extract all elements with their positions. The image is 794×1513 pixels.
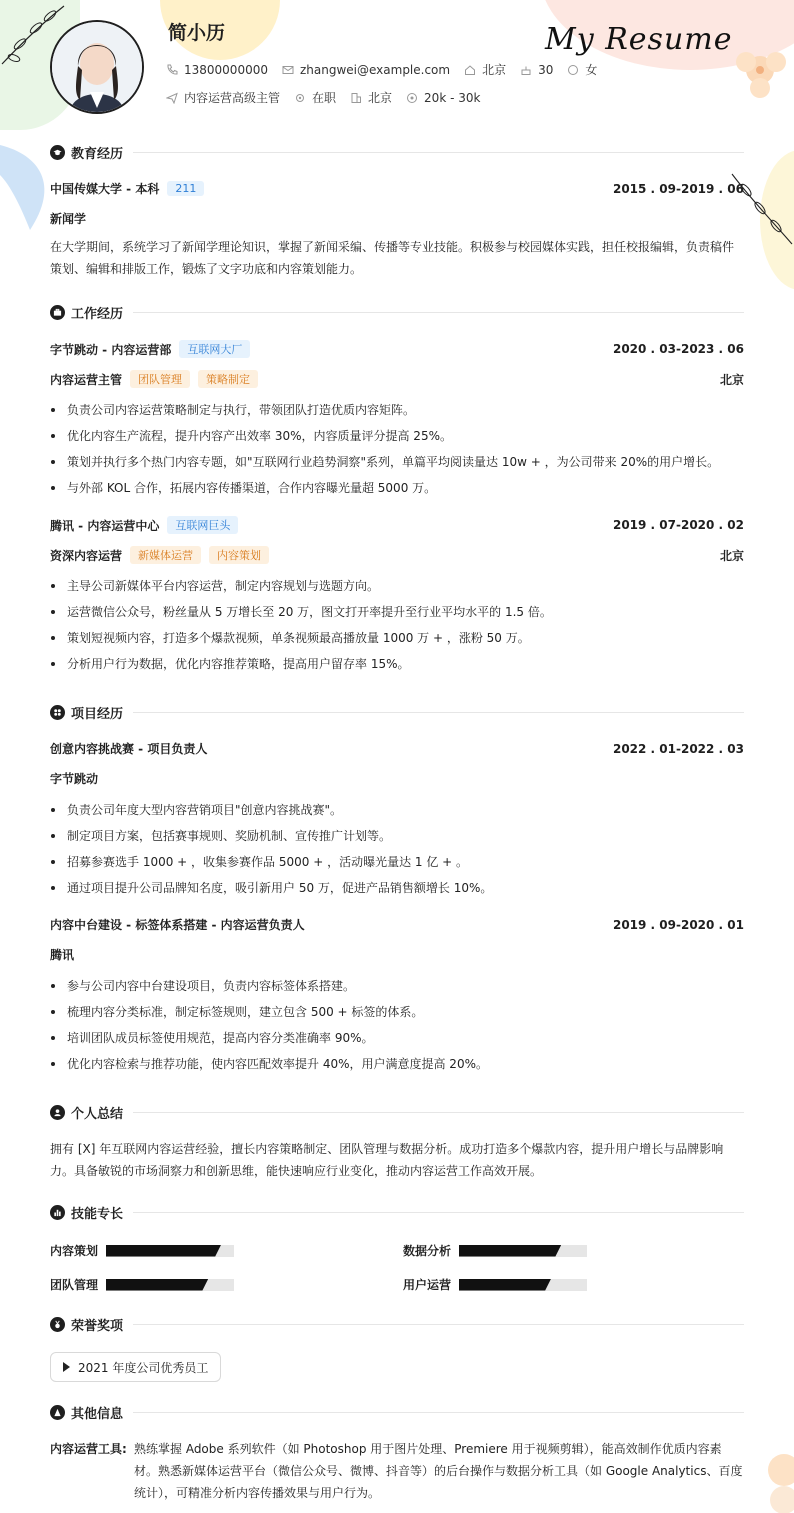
school-tag: 211 xyxy=(167,181,204,196)
status-value: 在职 xyxy=(312,91,337,105)
status-item xyxy=(294,89,336,106)
coin-icon xyxy=(406,92,418,104)
project-org-row xyxy=(50,946,744,963)
salary-value: 20k - 30k xyxy=(424,90,481,105)
email-item xyxy=(282,63,450,77)
project-bullets xyxy=(50,797,744,901)
project-org: 字节跳动 xyxy=(50,772,99,786)
resume-logo: My Resume xyxy=(545,22,733,57)
section-title: 技能专长 xyxy=(71,1206,124,1222)
skill-item xyxy=(403,1276,587,1293)
section-title: 工作经历 xyxy=(71,306,124,322)
skill-name: 数据分析 xyxy=(403,1244,452,1258)
cake-icon xyxy=(520,64,532,76)
role-tag: 内容策划 xyxy=(209,546,269,564)
list-item: 梳理内容分类标准，制定标签规则，建立包含 500 + 标签的体系。 xyxy=(50,999,744,1025)
skill-item xyxy=(403,1242,587,1259)
list-item: 策划短视频内容，打造多个爆款视频，单条视频最高播放量 1000 万 + ，涨粉 50 万。 xyxy=(50,625,744,651)
email-value: zhangwei@example.com xyxy=(299,62,451,77)
other-text: 熟练掌握 Adobe 系列软件（如 Photoshop 用于图片处理、Premiere 用于视频剪辑），能高效制作优质内容素材。熟悉新媒体运营平台（微信公众号、微博、抖音等）的后台操作与数据分析工具（如 Google Analytics、百度统计），可精准分析内容传播效果与用户行为。 xyxy=(134,1442,743,1500)
section-header xyxy=(50,1402,744,1422)
divider xyxy=(133,1112,744,1113)
summary-section xyxy=(50,1102,744,1178)
expected-city-value: 北京 xyxy=(368,91,393,105)
work-bullets xyxy=(50,573,744,677)
medal-icon xyxy=(50,1317,65,1332)
work-role-row xyxy=(50,370,744,388)
section-header xyxy=(50,302,744,322)
gender-value: 女 xyxy=(585,63,598,77)
list-item: 负责公司年度大型内容营销项目"创意内容挑战赛"。 xyxy=(50,797,744,823)
role-tag: 团队管理 xyxy=(130,370,190,388)
home-icon xyxy=(464,64,476,76)
expected-city-item xyxy=(350,89,392,106)
skill-item xyxy=(50,1276,234,1293)
work-section xyxy=(50,302,744,671)
bar-chart-icon xyxy=(50,1205,65,1220)
award-item xyxy=(50,1352,221,1382)
work-location: 北京 xyxy=(719,372,744,387)
skill-bar-fill xyxy=(459,1245,561,1257)
list-item: 培训团队成员标签使用规范，提高内容分类准确率 90%。 xyxy=(50,1025,744,1051)
project-row xyxy=(50,916,744,933)
education-row xyxy=(50,180,744,197)
award-text: 2021 年度公司优秀员工 xyxy=(78,1360,209,1375)
education-date: 2015 . 09-2019 . 06 xyxy=(612,181,744,196)
divider xyxy=(133,152,744,153)
project-date: 2019 . 09-2020 . 01 xyxy=(612,917,744,932)
work-bullets xyxy=(50,397,744,501)
gear-icon xyxy=(294,92,306,104)
phone-item xyxy=(166,63,268,77)
profile-photo-icon xyxy=(52,22,142,112)
section-header xyxy=(50,1102,744,1122)
skill-item xyxy=(50,1242,234,1259)
other-section xyxy=(50,1402,744,1500)
phone-icon xyxy=(166,64,178,76)
list-item: 策划并执行多个热门内容专题，如"互联网行业趋势洞察"系列，单篇平均阅读量达 10w + ，为公司带来 20%的用户增长。 xyxy=(50,449,744,475)
other-info-block xyxy=(50,1438,744,1508)
list-item: 与外部 KOL 合作，拓展内容传播渠道，合作内容曝光量超 5000 万。 xyxy=(50,475,744,501)
list-item: 优化内容生产流程，提升内容产出效率 30%，内容质量评分提高 25%。 xyxy=(50,423,744,449)
list-item: 负责公司内容运营策略制定与执行，带领团队打造优质内容矩阵。 xyxy=(50,397,744,423)
project-row xyxy=(50,740,744,757)
summary-text: 拥有 [X] 年互联网内容运营经验，擅长内容策略制定、团队管理与数据分析。成功打造多个爆款内容，提升用户增长与品牌影响力。具备敏锐的市场洞察力和创新思维，能快速响应行业变化，推动内容运营工作高效开展。 xyxy=(50,1142,724,1178)
contact-row xyxy=(166,61,611,78)
other-label: 内容运营工具: xyxy=(50,1442,127,1456)
section-header xyxy=(50,1314,744,1334)
building-icon xyxy=(350,92,362,104)
position-value: 内容运营高级主管 xyxy=(184,91,281,105)
company-name: 腾讯 - 内容运营中心 xyxy=(50,518,160,533)
role-name: 内容运营主管 xyxy=(50,372,123,387)
skill-name: 团队管理 xyxy=(50,1278,99,1292)
section-title: 其他信息 xyxy=(71,1406,124,1422)
section-title: 个人总结 xyxy=(71,1106,124,1122)
divider xyxy=(133,1324,744,1325)
list-item: 运营微信公众号，粉丝量从 5 万增长至 20 万，图文打开率提升至行业平均水平的 1.5 倍。 xyxy=(50,599,744,625)
age-value: 30 xyxy=(538,62,554,77)
city-value: 北京 xyxy=(482,63,507,77)
city-item xyxy=(464,61,506,78)
education-description: 在大学期间，系统学习了新闻学理论知识，掌握了新闻采编、传播等专业技能。积极参与校园媒体实践，担任校报编辑，负责稿件策划、编辑和排版工作，锻炼了文字功底和内容策划能力。 xyxy=(50,240,735,276)
list-item: 制定项目方案，包括赛事规则、奖励机制、宣传推广计划等。 xyxy=(50,823,744,849)
section-title: 项目经历 xyxy=(71,706,124,722)
briefcase-icon xyxy=(50,305,65,320)
project-bullets xyxy=(50,973,744,1077)
major-name: 新闻学 xyxy=(50,212,87,226)
company-name: 字节跳动 - 内容运营部 xyxy=(50,342,172,357)
awards-section xyxy=(50,1314,744,1375)
section-title: 教育经历 xyxy=(71,146,124,162)
section-title: 荣誉奖项 xyxy=(71,1318,124,1334)
project-org-row xyxy=(50,770,744,787)
list-item: 优化内容检索与推荐功能，使内容匹配效率提升 40%，用户满意度提高 20%。 xyxy=(50,1051,744,1077)
skill-bar xyxy=(459,1245,587,1257)
info-icon xyxy=(50,1405,65,1420)
role-tag: 新媒体运营 xyxy=(130,546,201,564)
send-icon xyxy=(166,92,178,104)
phone-value: 13800000000 xyxy=(184,62,268,77)
position-item xyxy=(166,89,280,106)
list-item: 主导公司新媒体平台内容运营，制定内容规划与选题方向。 xyxy=(50,573,744,599)
mail-icon xyxy=(282,64,294,76)
role-tag: 策略制定 xyxy=(198,370,258,388)
work-date: 2019 . 07-2020 . 02 xyxy=(612,518,744,532)
divider xyxy=(133,312,744,313)
project-org: 腾讯 xyxy=(50,948,75,962)
graduation-cap-icon xyxy=(50,145,65,160)
job-intent-row xyxy=(166,89,494,106)
flower-bottom-icon xyxy=(756,1430,794,1513)
grid-icon xyxy=(50,705,65,720)
project-date: 2022 . 01-2022 . 03 xyxy=(612,741,744,756)
skill-bar xyxy=(459,1279,587,1291)
divider xyxy=(133,1412,744,1413)
major-row xyxy=(50,210,744,227)
skills-section xyxy=(50,1202,744,1292)
gender-icon xyxy=(567,64,579,76)
work-company-row xyxy=(50,340,744,358)
list-item: 通过项目提升公司品牌知名度，吸引新用户 50 万，促进产品销售额增长 10%。 xyxy=(50,875,744,901)
section-header xyxy=(50,142,744,162)
divider xyxy=(133,712,744,713)
work-role-row xyxy=(50,546,744,564)
company-tag: 互联网巨头 xyxy=(167,516,238,534)
project-name: 创意内容挑战赛 - 项目负责人 xyxy=(50,742,208,756)
company-tag: 互联网大厂 xyxy=(179,340,250,358)
salary-item xyxy=(406,91,480,105)
work-company-row xyxy=(50,516,744,534)
project-name: 内容中台建设 - 标签体系搭建 - 内容运营负责人 xyxy=(50,918,305,932)
skill-name: 内容策划 xyxy=(50,1244,99,1258)
skill-bar-fill xyxy=(106,1279,208,1291)
role-name: 资深内容运营 xyxy=(50,548,123,563)
user-icon xyxy=(50,1105,65,1120)
candidate-name: 简小历 xyxy=(168,22,226,44)
skill-bar xyxy=(106,1245,234,1257)
avatar xyxy=(50,20,144,114)
gender-item xyxy=(567,61,597,78)
list-item: 分析用户行为数据，优化内容推荐策略，提高用户留存率 15%。 xyxy=(50,651,744,677)
school-name: 中国传媒大学 - 本科 xyxy=(50,182,160,196)
section-header xyxy=(50,1202,744,1222)
skill-bar-fill xyxy=(106,1245,221,1257)
play-icon xyxy=(63,1362,70,1372)
projects-section xyxy=(50,702,744,1071)
work-date: 2020 . 03-2023 . 06 xyxy=(612,342,744,356)
skill-bar-fill xyxy=(459,1279,551,1291)
section-header xyxy=(50,702,744,722)
divider xyxy=(133,1212,744,1213)
list-item: 参与公司内容中台建设项目，负责内容标签体系搭建。 xyxy=(50,973,744,999)
skill-bar xyxy=(106,1279,234,1291)
list-item: 招募参赛选手 1000 + ，收集参赛作品 5000 + ，活动曝光量达 1 亿 + 。 xyxy=(50,849,744,875)
age-item xyxy=(520,63,553,77)
skill-name: 用户运营 xyxy=(403,1278,452,1292)
work-location: 北京 xyxy=(719,548,744,563)
education-section xyxy=(50,142,744,276)
